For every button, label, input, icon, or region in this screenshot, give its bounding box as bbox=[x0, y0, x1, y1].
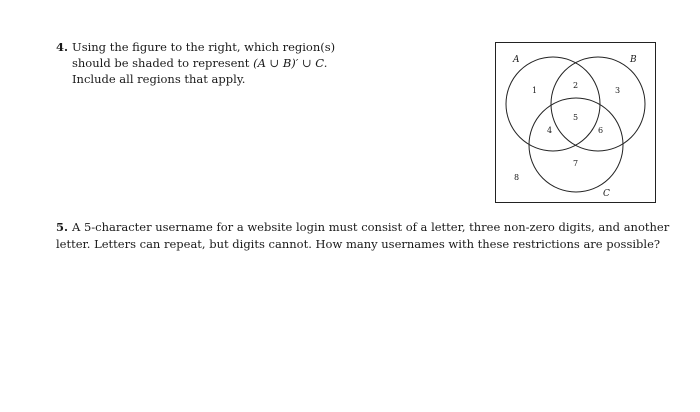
region-6-label: 6 bbox=[598, 126, 604, 135]
question-5 bbox=[56, 219, 676, 253]
universal-set-box bbox=[496, 43, 656, 203]
set-label-a: A bbox=[513, 55, 520, 65]
question-4-text-line-2: should be shaded to represent bbox=[72, 56, 254, 70]
question-5-number: 5. bbox=[56, 220, 69, 234]
region-7-label: 7 bbox=[573, 159, 579, 168]
region-2-label: 2 bbox=[573, 81, 579, 90]
region-1-label: 1 bbox=[532, 86, 538, 95]
region-5-label: 5 bbox=[573, 113, 579, 122]
question-4 bbox=[56, 39, 335, 87]
question-4-line-1 bbox=[56, 39, 335, 55]
question-4-line-3: Include all regions that apply. bbox=[72, 72, 246, 86]
question-4-text-line-1: Using the figure to the right, which region(s) bbox=[72, 40, 336, 54]
question-4-line-2 bbox=[56, 55, 335, 71]
set-label-c: C bbox=[603, 189, 610, 199]
set-expression: (A ∪ B)′ ∪ C. bbox=[253, 56, 328, 70]
region-3-label: 3 bbox=[615, 86, 621, 95]
region-8-label: 8 bbox=[514, 173, 520, 182]
question-5-text: A 5-character username for a website login must consist of a letter, three non-zero digits, and another letter. Letters can repeat, but digits cannot. How many usernames with these restrictions are possible? bbox=[56, 220, 670, 251]
question-4-number: 4. bbox=[56, 40, 69, 54]
region-4-label: 4 bbox=[547, 126, 553, 135]
set-label-b: B bbox=[630, 55, 637, 65]
venn-diagram bbox=[495, 42, 656, 203]
